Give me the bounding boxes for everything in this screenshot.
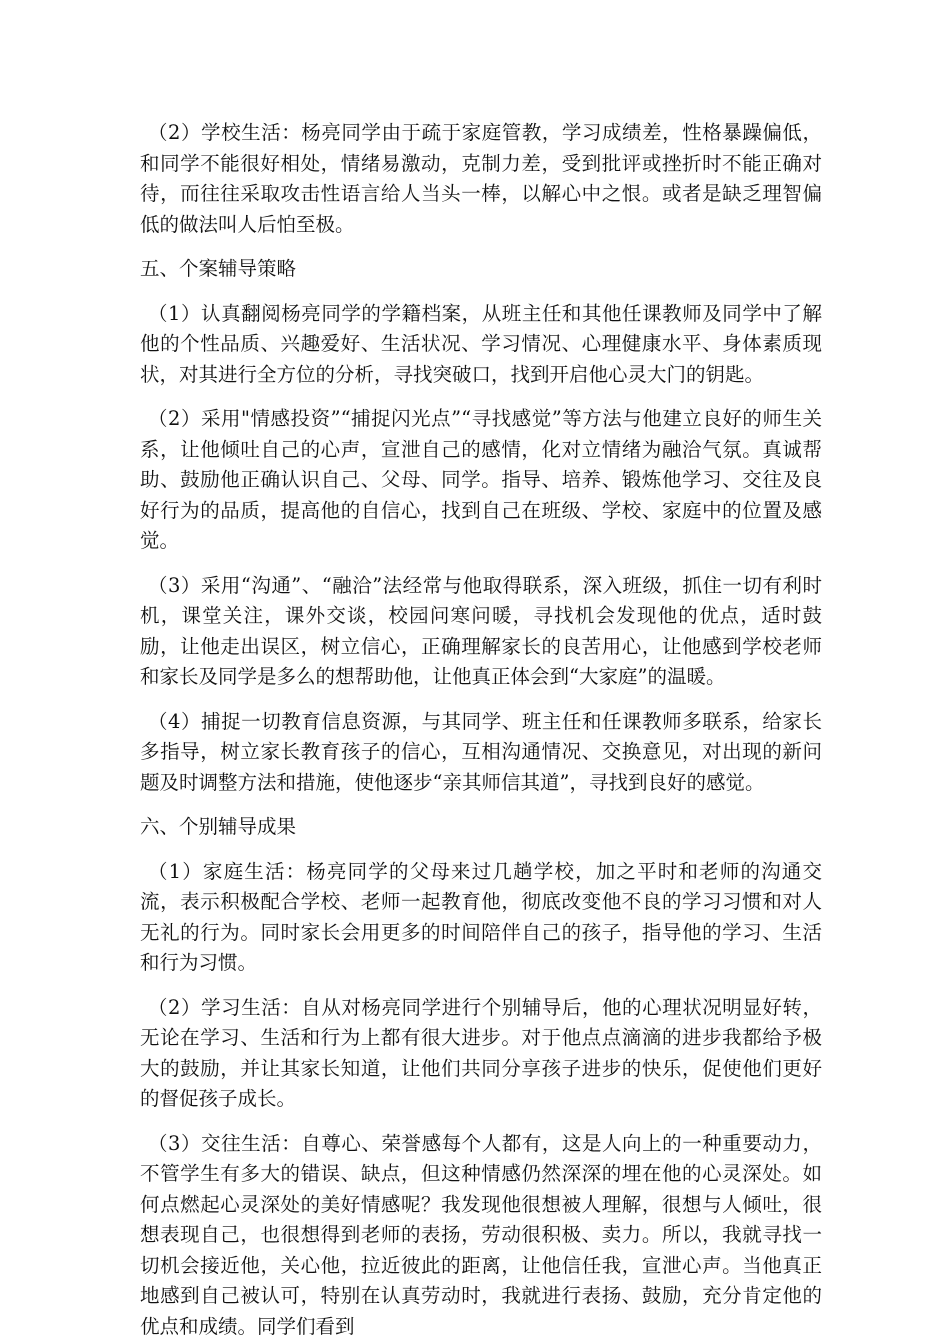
paragraph-strategy-2: （2）采用"情感投资”“捕捉闪光点”“寻找感觉”等方法与他建立良好的师生关系，让他倾吐自己的心声，宣泄自己的感情，化对立情绪为融洽气氛。真诚帮助、鼓励他正确认识自己、父母、同学。指导、培养、锻炼他学习、交往及良好行为的品质，提高他的自信心，找到自己在班级、学校、家庭中的位置及感觉。 xyxy=(140,407,822,552)
paragraph-strategy-4: （4）捕捉一切教育信息资源，与其同学、班主任和任课教师多联系，给家长多指导，树立家长教育孩子的信心，互相沟通情况、交换意见，对出现的新问题及时调整方法和措施，使他逐步“亲其师信其道”，寻找到良好的感觉。 xyxy=(140,709,822,794)
paragraph-result-family: （1）家庭生活：杨亮同学的父母来过几趟学校，加之平时和老师的沟通交流，表示积极配合学校、老师一起教育他，彻底改变他不良的学习习惯和对人无礼的行为。同时家长会用更多的时间陪伴自己的孩子，指导他的学习、生活和行为习惯。 xyxy=(140,859,822,974)
paragraph-result-social: （3）交往生活：自尊心、荣誉感每个人都有，这是人向上的一种重要动力，不管学生有多大的错误、缺点，但这种情感仍然深深的埋在他的心灵深处。如何点燃起心灵深处的美好情感呢？我发现他很想被人理解，很想与人倾吐，很想表现自己，也很想得到老师的表扬，劳动很积极、卖力。所以，我就寻找一切机会接近他，关心他，拉近彼此的距离，让他信任我，宣泄心声。当他真正地感到自己被认可，特别在认真劳动时，我就进行表扬、鼓励，充分肯定他的优点和成绩。同学们看到 xyxy=(140,1131,822,1338)
section-heading-strategy: 五、个案辅导策略 xyxy=(140,257,297,280)
paragraph-result-study: （2）学习生活：自从对杨亮同学进行个别辅导后，他的心理状况明显好转，无论在学习、生活和行为上都有很大进步。对于他点点滴滴的进步我都给予极大的鼓励，并让其家长知道，让他们共同分享孩子进步的快乐，促使他们更好的督促孩子成长。 xyxy=(140,995,822,1110)
paragraph-strategy-3: （3）采用“沟通”、“融洽”法经常与他取得联系，深入班级，抓住一切有利时机，课堂关注，课外交谈，校园问寒问暖，寻找机会发现他的优点，适时鼓励，让他走出误区，树立信心，正确理解家长的良苦用心，让他感到学校老师和家长及同学是多么的想帮助他，让他真正体会到“大家庭”的温暖。 xyxy=(140,573,822,688)
paragraph-strategy-1: （1）认真翻阅杨亮同学的学籍档案，从班主任和其他任课教师及同学中了解他的个性品质、兴趣爱好、生活状况、学习情况、心理健康水平、身体素质现状，对其进行全方位的分析，寻找突破口，找到开启他心灵大门的钥匙。 xyxy=(140,301,822,386)
paragraph-school-life: （2）学校生活：杨亮同学由于疏于家庭管教，学习成绩差，性格暴躁偏低，和同学不能很好相处，情绪易激动，克制力差，受到批评或挫折时不能正确对待，而往往采取攻击性语言给人当头一棒，以解心中之恨。或者是缺乏理智偏低的做法叫人后怕至极。 xyxy=(140,121,822,236)
section-heading-results: 六、个别辅导成果 xyxy=(140,815,297,838)
